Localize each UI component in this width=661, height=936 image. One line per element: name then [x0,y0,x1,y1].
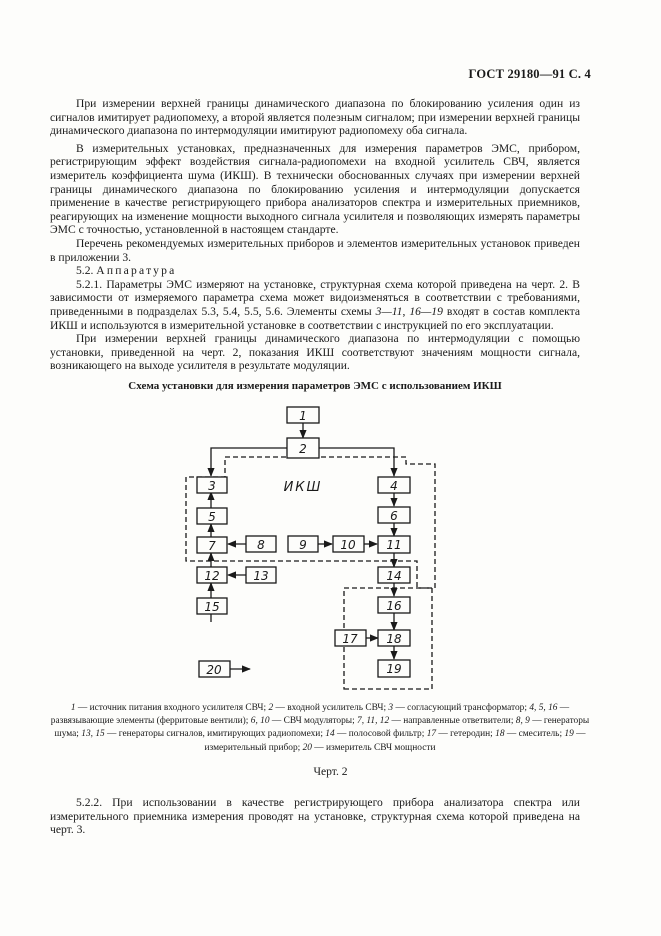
legend-text-11: — измерительный прибор; [204,729,586,753]
block-label-15: 15 [204,600,220,614]
legend-text-12: — измеритель СВЧ мощности [311,742,436,753]
block-label-3: 3 [208,479,216,493]
block-label-6: 6 [390,509,398,523]
legend-text-0: — источник питания входного усилителя СВЧ; [75,703,269,713]
legend-num-9: 17 [426,729,437,740]
legend-text-8: — полосовой фильтр; [334,729,427,740]
legend-num-0: 1 [70,703,76,713]
block-label-17: 17 [342,632,358,646]
block-label-11: 11 [386,538,402,552]
legend-text-9: — гетеродин; [436,729,496,740]
p521-after: входят в состав комплекта ИКШ и используются в измерительной установке в соответствии с инструкцией по его эксплуатации. [50,304,580,332]
block-label-18: 18 [386,632,402,646]
legend-num-8: 14 [325,729,335,740]
block-label-13: 13 [253,569,269,583]
body-text-bottom [50,796,580,837]
legend-num-5: 7, 11, 12 [357,716,390,727]
legend-num-4: 6, 10 [250,716,270,727]
block-label-4: 4 [390,479,398,493]
p521-range2: 16—19 [409,304,443,318]
legend-text-7: — генераторы сигналов, имитирующих радиопомехи; [104,729,326,740]
paragraph-5-2-2: 5.2.2. При использовании в качестве регистрирующего прибора анализатора спектра или измерительного приемника измерения проводят на установке, структурная схема которой приведена на черт. 3. [50,796,580,837]
block-label-1: 1 [299,409,307,423]
legend-text-3: — развязывающие элементы (ферритовые вентили); [50,703,570,727]
block-label-19: 19 [386,662,402,676]
legend-text-6: — генераторы шума; [54,716,590,740]
legend-text-5: — направленные ответвители; [389,716,516,727]
paragraph-2: В измерительных установках, предназначенных для измерения параметров ЭМС, прибором, регистрирующим эффект воздействия сигнала-радиопомехи на входной усилитель СВЧ, является измеритель коэффициента шума (ИКШ). В технически обоснованных случаях при измерении верхней границы динамического диапазона по блокированию усиления и интермодуляции допускается применение в качестве регистрирующего прибора анализаторов спектра и измерительных приемников, реагирующих на изменение мощности выходного сигнала усилителя и позволяющих измерять параметры ЭМС с точностью, установленной в настоящем стандарте. [50,141,580,237]
legend-num-6: 8, 9 [515,716,530,727]
figure-name: Черт. 2 [313,765,348,778]
legend-text-2: — согласующий трансформатор; [393,703,530,713]
p521-range1: 3—11 [375,304,403,318]
block-label-8: 8 [257,538,265,552]
legend-num-10: 18 [495,729,505,740]
legend-text-1: — входной усилитель СВЧ; [273,703,389,713]
block-label-5: 5 [208,510,216,524]
block-label-2: 2 [299,442,307,456]
section-number: 5.2. [76,264,94,278]
legend-num-1: 2 [268,703,274,713]
legend-num-12: 20 [302,742,312,753]
legend-num-7: 13, 15 [81,729,105,740]
legend-num-11: 19 [564,729,574,740]
section-title: Аппаратура [96,264,177,278]
legend-num-3: 4, 5, 16 [529,703,558,713]
page-header: ГОСТ 29180—91 С. 4 [468,67,591,81]
legend-text-10: — смеситель; [504,729,565,740]
block-label-20: 20 [206,663,222,677]
block-label-14: 14 [386,569,402,583]
block-label-7: 7 [208,539,216,553]
paragraph-intermod: При измерении верхней границы динамического диапазона по интермодуляции с помощью установки, приведенной на черт. 2, показания ИКШ соответствуют значениям мощности сигнала, возникающего на выходе усилителя в результате модуляции. [50,332,580,373]
p521-sep: , [402,304,406,318]
paragraph-1: При измерении верхней границы динамического диапазона по блокированию усиления один из сигналов имитирует радиопомеху, а второй является полезным сигналом; при измерении верхней границы динамического диапазона по интермодуляции имитируют радиопомеху оба сигнала. [50,97,580,138]
paragraph-3: Перечень рекомендуемых измерительных приборов и элементов измерительных установок приведен в приложении 3. [50,236,580,264]
block-label-10: 10 [340,538,356,552]
p521-before: 5.2.1. Параметры ЭМС измеряют на установке, структурная схема которой приведена на черт. 2. В зависимости от измеряемого параметра схема может видоизменяться в соответствии с требованиями, приведенными в подразделах 5.3, 5.4, 5.5, 5.6. Элементы схемы [50,277,580,318]
figure-caption: Схема установки для измерения параметров ЭМС с использованием ИКШ [128,380,502,392]
legend-num-2: 3 [388,703,394,713]
group-label-ikshh: ИКШ [283,480,323,495]
legend-text-4: — СВЧ модуляторы; [269,716,358,727]
block-label-12: 12 [204,569,220,583]
block-label-9: 9 [299,538,307,552]
figure-legend [50,702,590,755]
block-label-16: 16 [386,599,402,613]
